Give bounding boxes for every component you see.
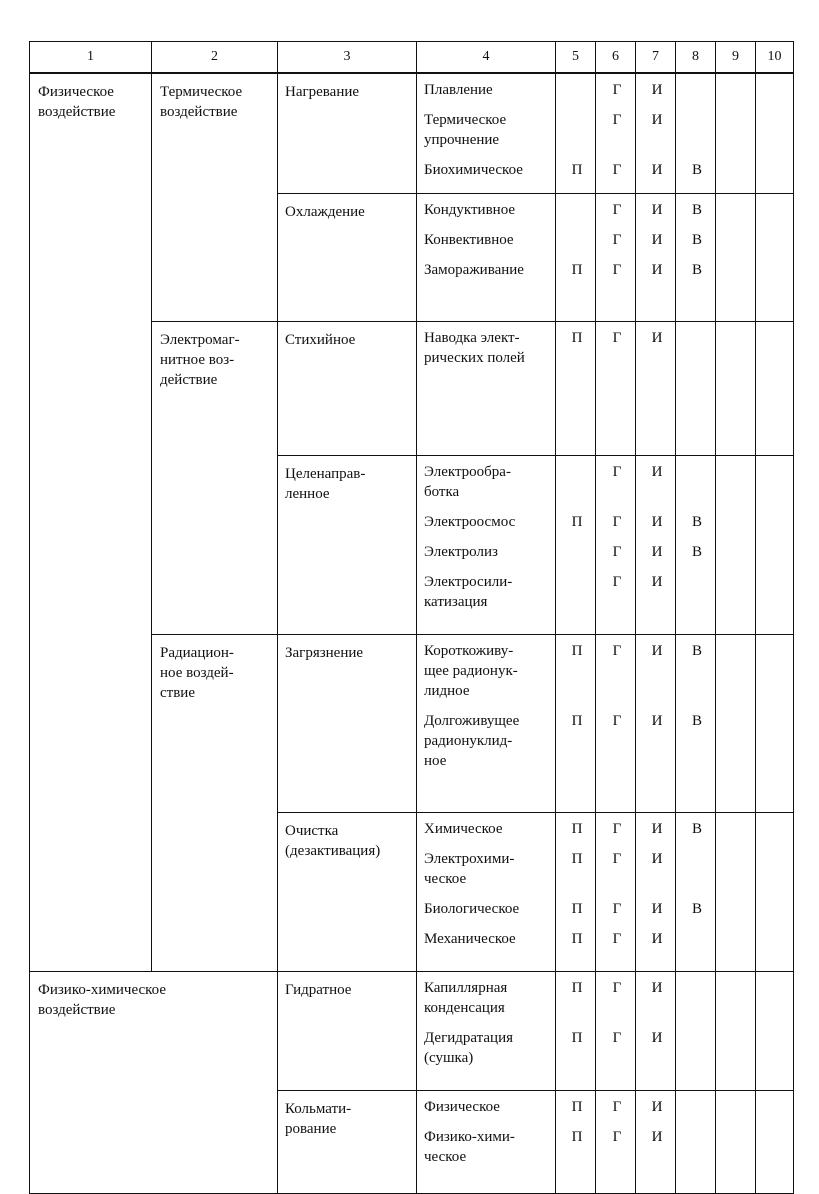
mark-list-c8 [676,194,715,286]
mode-cell [278,322,417,456]
mark-c5: П [571,821,583,837]
mark-c6: Г [612,162,622,178]
mark-c5 [563,110,591,150]
mark-c6: Г [612,464,622,480]
effect-list [417,813,555,955]
mark-c7: И [651,112,663,128]
cell-text-line: Целенаправ- [285,466,366,482]
cell-text-line: Биологическое [424,901,520,917]
cell-text-line: ботка [424,484,460,500]
effect-item [424,849,551,889]
effect-item [424,160,551,180]
effect-item [424,819,551,839]
mark-list-c5 [556,194,595,286]
effect-item [424,711,551,771]
mark-cell-c5 [556,972,596,1091]
mark-c7: И [651,931,663,947]
mark-c5 [563,200,591,220]
mark-cell-c7 [636,322,676,456]
effect-item [424,328,551,368]
empty-cell-10 [756,194,794,322]
cell-text-line: Кольмати- [285,1101,352,1117]
mark-list-c7 [636,456,675,618]
cell-text-line: Электроосмос [424,514,516,530]
header-cell-7: 7 [636,42,676,74]
mark-c6: Г [612,643,622,659]
empty-cell-10 [756,73,794,194]
effect-list [417,456,555,618]
header-cell-8: 8 [676,42,716,74]
mark-cell-c7 [636,456,676,635]
category-cell-merged [30,972,278,1194]
cell-text-line: Кондуктивное [424,202,516,218]
mark-c5: П [571,851,583,867]
effect-item [424,110,551,150]
cell-text-line: лидное [424,683,470,699]
effect-item [424,572,551,612]
mark-list-c7 [636,74,675,186]
mark-c6: Г [612,112,622,128]
mark-c7: И [651,162,663,178]
cell-text-line: Физическое [38,84,114,100]
cell-text-line: (сушка) [424,1050,474,1066]
cell-text-line: ческое [424,1149,467,1165]
mark-c5: П [571,931,583,947]
mark-list-c6 [596,1091,635,1173]
mark-c8 [683,1028,711,1068]
header-cell-9: 9 [716,42,756,74]
mark-c5 [563,462,591,502]
mark-c8 [683,1097,711,1117]
mark-c8: В [691,162,702,178]
mark-list-c5 [556,635,595,777]
cell-text-line: Электромаг- [160,332,240,348]
mark-c6: Г [612,851,622,867]
mark-c6: Г [612,262,622,278]
effect-item [424,899,551,919]
mode-cell [278,972,417,1091]
empty-cell-10 [756,813,794,972]
effect-item [424,260,551,280]
mark-c7: И [651,821,663,837]
mark-list-c6 [596,635,635,777]
mark-c8 [683,572,711,612]
cell-text-line: Загрязнение [285,645,364,661]
mark-cell-c8 [676,456,716,635]
effect-list-cell [417,1091,556,1194]
mark-c8: В [691,232,702,248]
mark-c5: П [571,514,583,530]
mark-cell-c7 [636,813,676,972]
mark-list-c6 [596,194,635,286]
mark-list-c6 [596,456,635,618]
mark-list-c8 [676,456,715,618]
empty-cell-9 [716,73,756,194]
cell-text-line: щее радионук- [424,663,518,679]
mark-cell-c6 [596,635,636,813]
mark-c7: И [651,232,663,248]
header-cell-10: 10 [756,42,794,74]
cell-text-line: ленное [285,486,330,502]
effect-list-cell [417,73,556,194]
mark-c6: Г [612,514,622,530]
cell-text-line: воздействие [160,104,238,120]
cell-text-line: Долгоживущее [424,713,520,729]
mark-list-c6 [596,972,635,1074]
mark-c7: И [651,980,663,996]
effect-item [424,512,551,532]
cell-text-line: Стихийное [285,332,356,348]
cell-text-line: Замораживание [424,262,524,278]
mark-list-c6 [596,74,635,186]
mark-list-c8 [676,1091,715,1173]
mark-cell-c6 [596,1091,636,1194]
cell-text-line: Радиацион- [160,645,234,661]
mark-c5: П [571,643,583,659]
mark-list-c6 [596,813,635,955]
cell-text-line: рование [285,1121,337,1137]
cell-text-line: ное воздей- [160,665,234,681]
mark-c5: П [571,1030,583,1046]
cell-text-line: Капиллярная [424,980,508,996]
mark-list-c7 [636,1091,675,1173]
mark-c6: Г [612,1030,622,1046]
mark-list-c6 [596,322,635,374]
mark-list-c5 [556,456,595,618]
subcategory-cell [152,322,278,635]
mark-c6: Г [612,713,622,729]
effect-item [424,1127,551,1167]
cell-text-line: Очистка [285,823,339,839]
empty-cell-10 [756,456,794,635]
mark-cell-c5 [556,813,596,972]
effect-list-cell [417,972,556,1091]
mark-c7: И [651,262,663,278]
effect-list-cell [417,635,556,813]
header-cell-2: 2 [152,42,278,74]
effect-list [417,1091,555,1173]
header-cell-5: 5 [556,42,596,74]
mark-c5: П [571,330,583,346]
mark-c5: П [571,980,583,996]
mark-cell-c8 [676,972,716,1091]
cell-text-line: катизация [424,594,488,610]
header-cell-3: 3 [278,42,417,74]
mark-cell-c7 [636,635,676,813]
mark-cell-c6 [596,972,636,1091]
cell-text-line: Механическое [424,931,516,947]
mark-list-c8 [676,635,715,777]
effect-item [424,80,551,100]
mark-c8: В [691,643,702,659]
effect-list-cell [417,322,556,456]
mark-list-c5 [556,1091,595,1173]
mark-c8: В [691,544,702,560]
mark-c8: В [691,901,702,917]
table-row [30,73,794,194]
empty-cell-9 [716,456,756,635]
mark-c8: В [691,262,702,278]
classification-table [29,41,794,1194]
mark-c7: И [651,1030,663,1046]
mark-list-c5 [556,74,595,186]
mark-cell-c5 [556,194,596,322]
mode-cell [278,813,417,972]
effect-item [424,1028,551,1068]
cell-text-line: Термическое [424,112,507,128]
subcategory-cell [152,635,278,972]
mark-cell-c8 [676,813,716,972]
mark-list-c7 [636,322,675,374]
empty-cell-9 [716,194,756,322]
mark-cell-c6 [596,73,636,194]
mark-list-c8 [676,972,715,1074]
mark-c8 [683,849,711,889]
cell-text-line: Термическое [160,84,243,100]
mark-cell-c6 [596,456,636,635]
cell-text-line: нитное воз- [160,352,235,368]
empty-cell-10 [756,322,794,456]
mode-cell [278,73,417,194]
mark-c7: И [651,713,663,729]
cell-text-line: ствие [160,685,195,701]
mark-c6: Г [612,544,622,560]
mark-c8 [683,929,711,949]
table-body [30,42,794,1194]
mark-c8 [683,110,711,150]
cell-text-line: Биохимическое [424,162,523,178]
cell-text-line: Конвективное [424,232,514,248]
mark-cell-c8 [676,73,716,194]
mark-c5: П [571,162,583,178]
effect-item [424,230,551,250]
cell-text-line: Электросили- [424,574,513,590]
mark-cell-c6 [596,194,636,322]
mark-c5 [563,572,591,612]
mark-c6: Г [612,202,622,218]
cell-text-line: ное [424,753,447,769]
cell-text-line: Физико-хими- [424,1129,515,1145]
mark-c7: И [651,202,663,218]
mark-c5 [563,80,591,100]
mark-c7: И [651,514,663,530]
effect-item [424,929,551,949]
mark-c6: Г [612,1099,622,1115]
header-row [30,42,794,74]
mark-c5 [563,230,591,250]
mark-cell-c6 [596,322,636,456]
mark-c8: В [691,821,702,837]
mark-cell-c5 [556,635,596,813]
mark-cell-c7 [636,972,676,1091]
cell-text-line: Химическое [424,821,503,837]
mark-c7: И [651,1129,663,1145]
mark-c8 [683,978,711,1018]
mark-list-c5 [556,322,595,374]
mark-cell-c6 [596,813,636,972]
mark-cell-c5 [556,73,596,194]
cell-text-line: Плавление [424,82,493,98]
mark-c5: П [571,262,583,278]
cell-text-line: действие [160,372,218,388]
effect-item [424,542,551,562]
cell-text-line: упрочнение [424,132,500,148]
mark-c6: Г [612,232,622,248]
effect-list-cell [417,456,556,635]
mark-c7: И [651,1099,663,1115]
effect-item [424,978,551,1018]
mark-cell-c5 [556,456,596,635]
cell-text-line: Электролиз [424,544,498,560]
mark-c7: И [651,544,663,560]
mark-c6: Г [612,821,622,837]
mark-c8: В [691,713,702,729]
mark-c5: П [571,713,583,729]
mark-list-c8 [676,74,715,186]
mark-cell-c8 [676,194,716,322]
empty-cell-10 [756,635,794,813]
mark-list-c5 [556,813,595,955]
mark-c5 [563,542,591,562]
cell-text-line: воздействие [38,104,116,120]
effect-item [424,1097,551,1117]
empty-cell-9 [716,1091,756,1194]
effect-item [424,200,551,220]
mark-list-c7 [636,813,675,955]
mark-cell-c7 [636,73,676,194]
cell-text-line: Гидратное [285,982,352,998]
mark-c7: И [651,851,663,867]
mark-cell-c8 [676,635,716,813]
mark-c8: В [691,202,702,218]
effect-list [417,322,555,374]
mark-cell-c5 [556,322,596,456]
mark-list-c8 [676,813,715,955]
mark-c7: И [651,464,663,480]
mark-c7: И [651,901,663,917]
table-row [30,972,794,1091]
mode-cell [278,194,417,322]
mark-list-c7 [636,635,675,777]
mode-cell [278,456,417,635]
mark-c8 [683,80,711,100]
header-cell-6: 6 [596,42,636,74]
mark-cell-c8 [676,322,716,456]
mark-c7: И [651,574,663,590]
mark-c8 [683,328,711,368]
mark-list-c7 [636,194,675,286]
cell-text-line: Нагревание [285,84,360,100]
mode-cell [278,635,417,813]
cell-text-line: Охлаждение [285,204,365,220]
effect-list [417,194,555,286]
cell-text-line: рических полей [424,350,525,366]
cell-text-line: радионуклид- [424,733,513,749]
effect-list [417,635,555,777]
cell-text-line: Электрохими- [424,851,515,867]
empty-cell-9 [716,813,756,972]
mark-cell-c7 [636,1091,676,1194]
category-cell [30,73,152,972]
subcategory-cell [152,73,278,322]
mark-c5: П [571,901,583,917]
mark-c6: Г [612,574,622,590]
effect-item [424,462,551,502]
mark-c6: Г [612,901,622,917]
cell-text-line: Дегидратация [424,1030,514,1046]
empty-cell-10 [756,1091,794,1194]
mark-c6: Г [612,330,622,346]
mark-c8 [683,1127,711,1167]
header-cell-1: 1 [30,42,152,74]
mark-c8 [683,462,711,502]
mark-list-c7 [636,972,675,1074]
effect-item [424,641,551,701]
mark-cell-c7 [636,194,676,322]
cell-text-line: Электрообра- [424,464,511,480]
cell-text-line: воздействие [38,1002,116,1018]
empty-cell-9 [716,322,756,456]
mark-list-c8 [676,322,715,374]
effect-list-cell [417,194,556,322]
effect-list-cell [417,813,556,972]
empty-cell-9 [716,635,756,813]
mark-c6: Г [612,931,622,947]
mark-c8: В [691,514,702,530]
cell-text-line: Короткоживу- [424,643,514,659]
header-cell-4: 4 [417,42,556,74]
mark-c7: И [651,643,663,659]
cell-text-line: Наводка элект- [424,330,520,346]
mark-c6: Г [612,980,622,996]
mark-list-c5 [556,972,595,1074]
mark-c5: П [571,1129,583,1145]
mark-cell-c8 [676,1091,716,1194]
cell-text-line: Физическое [424,1099,500,1115]
cell-text-line: ческое [424,871,467,887]
mark-c6: Г [612,82,622,98]
mark-c7: И [651,330,663,346]
mark-c6: Г [612,1129,622,1145]
cell-text-line: Физико-химическое [38,982,166,998]
mode-cell [278,1091,417,1194]
cell-text-line: (дезактивация) [285,843,381,859]
effect-list [417,972,555,1074]
cell-text-line: конденсация [424,1000,505,1016]
mark-cell-c5 [556,1091,596,1194]
mark-c7: И [651,82,663,98]
mark-c5: П [571,1099,583,1115]
effect-list [417,74,555,186]
empty-cell-10 [756,972,794,1091]
empty-cell-9 [716,972,756,1091]
